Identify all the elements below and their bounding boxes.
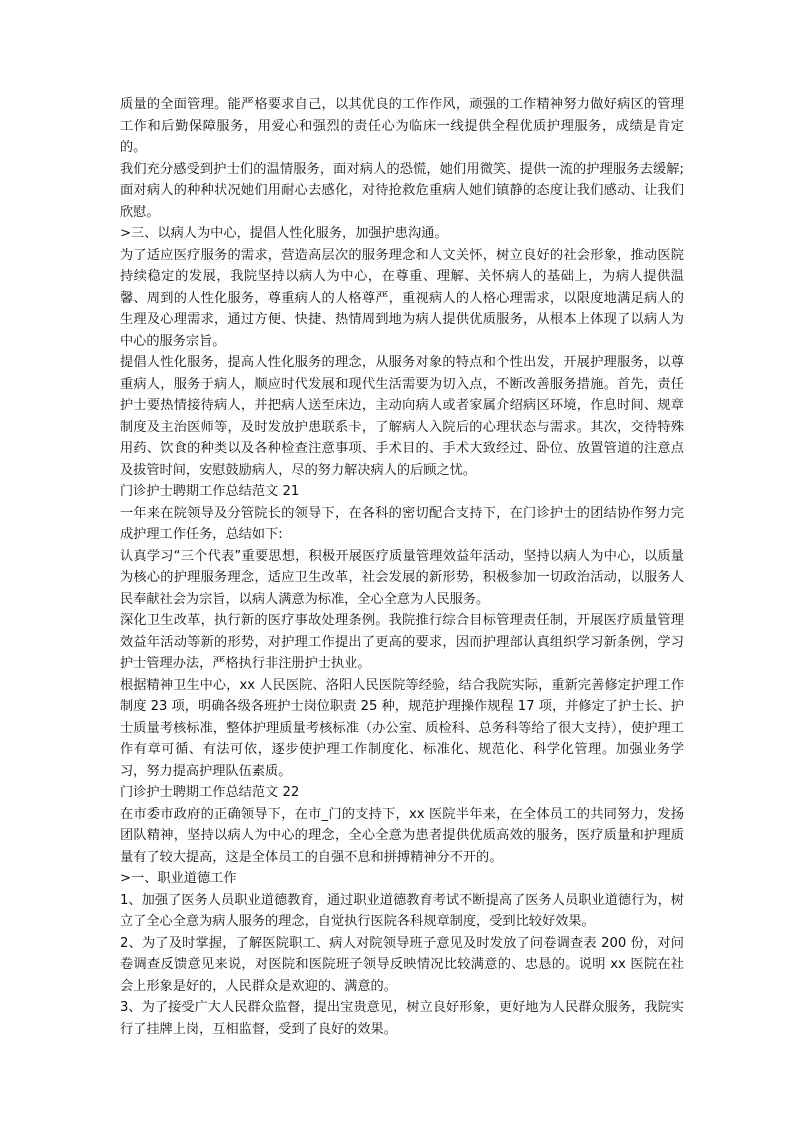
paragraph-annual-intro: 一年来在院领导及分管院长的领导下，在各科的密切配合支持下，在门诊护士的团结协作努力完成护理工作任务，总结如下: (120, 505, 684, 542)
paragraph-study-theory: 认真学习“三个代表”重要思想，积极开展医疗质量管理效益年活动，坚持以病人为中心，以质量为核心的护理服务理念，适应卫生改革，社会发展的新形势，积极参加一切政治活动，以服务人民奉献社会为宗旨，以病人满意为标准，全心全意为人民服务。 (120, 548, 684, 607)
paragraph-quality-management: 质量的全面管理。能严格要求自己，以其优良的工作作风，顽强的工作精神努力做好病区的管理工作和后勤保障服务，用爱心和强烈的责任心为临床一线提供全程优质护理服务，成绩是肯定的。 (120, 97, 684, 155)
list-item-questionnaire: 2、为了及时掌握，了解医院职工、病人对院领导班子意见及时发放了问卷调查表 200 份，对问卷调查反馈意见来说，对医院和医院班子领导反映情况比较满意的、忠恳的。说明 xx 医院在社会上形象是好的，人民群众是欢迎的、满意的。 (120, 935, 684, 994)
article-title-21: 门诊护士聘期工作总结范文 21 (120, 484, 300, 499)
paragraph-service-measures: 提倡人性化服务，提高人性化服务的理念，从服务对象的特点和个性出发，开展护理服务，以尊重病人，服务于病人，顺应时代发展和现代生活需要为切入点，不断改善服务措施。首先，责任护士要热情接待病人，并把病人送至床边，主动向病人或者家属介绍病区环境，作息时间、规章制度及主治医师等，及时发放护患联系卡，了解病人入院后的心理状态与需求。其次，交待特殊用药、饮食的种类以及各种检查注意事项、手术目的、手术大致经过、卧位、放置管道的注意点及拔管时间，安慰鼓励病人，尽的努力解决病人的后顾之忧。 (120, 355, 684, 478)
paragraph-humanized-service: 为了适应医疗服务的需求，营造高层次的服务理念和人文关怀，树立良好的社会形象，推动医院持续稳定的发展，我院坚持以病人为中心，在尊重、理解、关怀病人的基础上，为病人提供温馨、周到的人性化服务，尊重病人的人格尊严，重视病人的人格心理需求，以限度地满足病人的生理及心理需求，通过方便、快捷、热情周到地为病人提供优质服务，从根本上体现了以病人为中心的服务宗旨。 (120, 247, 684, 349)
list-item-public-supervision: 3、为了接受广大人民群众监督，提出宝贵意见，树立良好形象，更好地为人民群众服务，我院实行了挂牌上岗，互相监督，受到了良好的效果。 (120, 1000, 684, 1037)
paragraph-regulations: 根据精神卫生中心，xx 人民医院、洛阳人民医院等经验，结合我院实际，重新完善修定护理工作制度 23 项，明确各级各班护士岗位职责 25 种，规范护理操作规程 17 项，并修定了护士长、护士质量考核标准，整体护理质量考核标准（办公室、质检科、总务科等给了很大支持），使护理工作有章可循、有法可依，逐步使护理工作制度化、标准化、规范化、科学化管理。加强业务学习，努力提高护理队伍素质。 (120, 677, 684, 779)
paragraph-health-reform: 深化卫生改革，执行新的医疗事故处理条例。我院推行综合目标管理责任制，开展医疗质量管理效益年活动等新的形势，对护理工作提出了更高的要求，因而护理部认真组织学习新条例，学习护士管理办法，严格执行非注册护士执业。 (120, 613, 684, 671)
paragraph-half-year-summary: 在市委市政府的正确领导下，在市_门的支持下，xx 医院半年来，在全体员工的共同努力，发扬团队精神，坚持以病人为中心的理念，全心全意为患者提供优质高效的服务，医疗质量和护理质量有了较大提高，这是全体员工的自强不息和拼搏精神分不开的。 (120, 806, 684, 865)
list-item-ethics-education: 1、加强了医务人员职业道德教育，通过职业道德教育考试不断提高了医务人员职业道德行为，树立了全心全意为病人服务的理念，自觉执行医院各科规章制度，受到比较好效果。 (120, 892, 684, 929)
article-title-22: 门诊护士聘期工作总结范文 22 (120, 785, 300, 800)
section-heading-professional-ethics: >一、职业道德工作 (120, 871, 237, 886)
paragraph-nurse-service: 我们充分感受到护士们的温情服务，面对病人的恐慌，她们用微笑、提供一流的护理服务去缓解;面对病人的种种状况她们用耐心去感化，对待抢救危重病人她们镇静的态度让我们感动、让我们欣慰。 (120, 161, 684, 220)
section-heading-patient-centered: >三、以病人为中心，提倡人性化服务，加强护患沟通。 (120, 226, 448, 241)
